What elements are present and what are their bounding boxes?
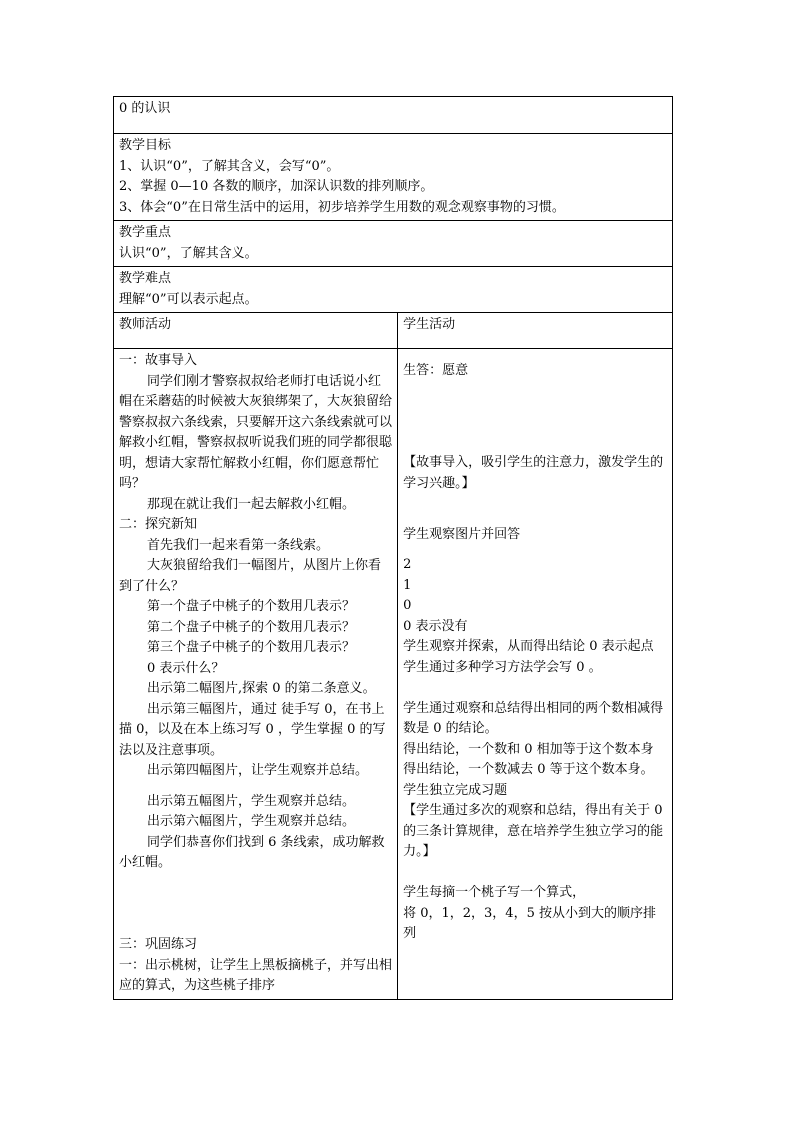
teacher-column-header: [114, 313, 398, 349]
student-answer: 得出结论，一个数和 0 相加等于这个数本身: [403, 741, 654, 757]
lesson-plan: [113, 96, 673, 1000]
teacher-question: 第三个盘子中桃子的个数用几表示？: [147, 640, 356, 655]
story-paragraph: 那现在就让我们一起去解救小红帽。: [147, 496, 356, 512]
teacher-step: 一：出示桃树，让学生上黑板摘桃子，并写出相应的算式，为这些桃子排序: [119, 957, 393, 993]
student-activities: [398, 349, 673, 1000]
student-answer: 0: [403, 598, 412, 613]
teacher-step: 首先我们一起来看第一条线索。: [147, 537, 330, 553]
student-answer: 2: [403, 557, 412, 572]
student-answer: 0 表示没有: [403, 618, 468, 634]
lesson-table: [113, 96, 673, 1000]
lesson-title: 0 的认识: [119, 101, 171, 116]
goal-item: 2、掌握 0—10 各数的顺序，加深认识数的排列顺序。: [119, 179, 434, 194]
student-answer: 1: [403, 577, 412, 593]
student-answer: 学生独立完成习题: [403, 782, 508, 798]
student-answer: 学生通过观察和总结得出相同的两个数相减得数是 0 的结论。: [403, 700, 664, 736]
difficulty-cell: [114, 267, 673, 313]
student-answer: 学生每摘一个桃子写一个算式，: [403, 885, 586, 900]
teacher-question: 第二个盘子中桃子的个数用几表示？: [147, 619, 356, 635]
story-paragraph: 同学们刚才警察叔叔给老师打电话说小红帽在采蘑菇的时候被大灰狼绑架了，大灰狼留给警察叔叔六条线索，只要解开这六条线索就可以解救小红帽，警察叔叔听说我们班的同学都很聪明，想请大家帮忙解救小红帽，你们愿意帮忙吗？: [119, 373, 393, 491]
teacher-step: 出示第四幅图片，让学生观察并总结。: [147, 763, 369, 778]
student-answer: 得出结论，一个数减去 0 等于这个数本身。: [403, 762, 654, 777]
section-heading: 二：探究新知: [119, 517, 198, 532]
key-text: 认识“0”，了解其含义。: [119, 245, 258, 261]
teacher-question: 第一个盘子中桃子的个数用几表示？: [147, 599, 356, 614]
student-answer: 学生观察并探索，从而得出结论 0 表示起点: [403, 639, 654, 654]
teacher-step: 大灰狼留给我们一幅图片，从图片上你看到了什么？: [119, 558, 382, 594]
difficulty-text: 理解“0”可以表示起点。: [119, 291, 258, 307]
teacher-step: 出示第二幅图片,探索 0 的第二条意义。: [147, 681, 376, 696]
key-heading: 教学重点: [119, 225, 172, 240]
student-answer: 学生观察图片并回答: [403, 526, 521, 542]
key-row: [114, 221, 673, 267]
student-answer: 生答：愿意: [403, 363, 469, 378]
goal-item: 3、体会“0”在日常生活中的运用，初步培养学生用数的观念观察事物的习惯。: [119, 199, 565, 215]
teacher-step: 出示第六幅图片，学生观察并总结。: [147, 814, 356, 829]
student-header-label: 学生活动: [403, 317, 456, 332]
student-answer: 将 0，1，2，3，4，5 按从小到大的顺序排列: [403, 905, 656, 941]
teacher-activities: [114, 349, 398, 1000]
teacher-question: 0 表示什么？: [147, 660, 225, 676]
goals-row: [114, 134, 673, 221]
goals-heading: 教学目标: [119, 138, 172, 153]
column-header-row: [114, 313, 673, 349]
design-note: 【学生通过多次的观察和总结，得出有关于 0 的三条计算规律，意在培养学生独立学习的能力。】: [403, 803, 664, 859]
activities-row: [114, 349, 673, 1000]
design-note: 【故事导入，吸引学生的注意力，激发学生的学习兴趣。】: [403, 455, 664, 491]
title-cell: [114, 97, 673, 134]
teacher-step: 出示第五幅图片，学生观察并总结。: [147, 793, 356, 809]
title-row: [114, 97, 673, 134]
student-answer: 学生通过多种学习方法学会写 0 。: [403, 659, 602, 675]
goals-cell: [114, 134, 673, 221]
teacher-step: 同学们恭喜你们找到 6 条线索，成功解救小红帽。: [119, 834, 385, 870]
difficulty-heading: 教学难点: [119, 271, 172, 286]
difficulty-row: [114, 267, 673, 313]
goal-item: 1、认识“0”，了解其含义，会写“0”。: [119, 158, 340, 174]
section-heading: 三：巩固练习: [119, 937, 198, 952]
student-column-header: [398, 313, 673, 349]
key-cell: [114, 221, 673, 267]
teacher-header-label: 教师活动: [119, 317, 172, 332]
section-heading: 一：故事导入: [119, 353, 198, 368]
teacher-step: 出示第三幅图片，通过 徒手写 0，在书上描 0，以及在本上练习写 0 ，学生掌握 0 的写法以及注意事项。: [119, 701, 386, 758]
